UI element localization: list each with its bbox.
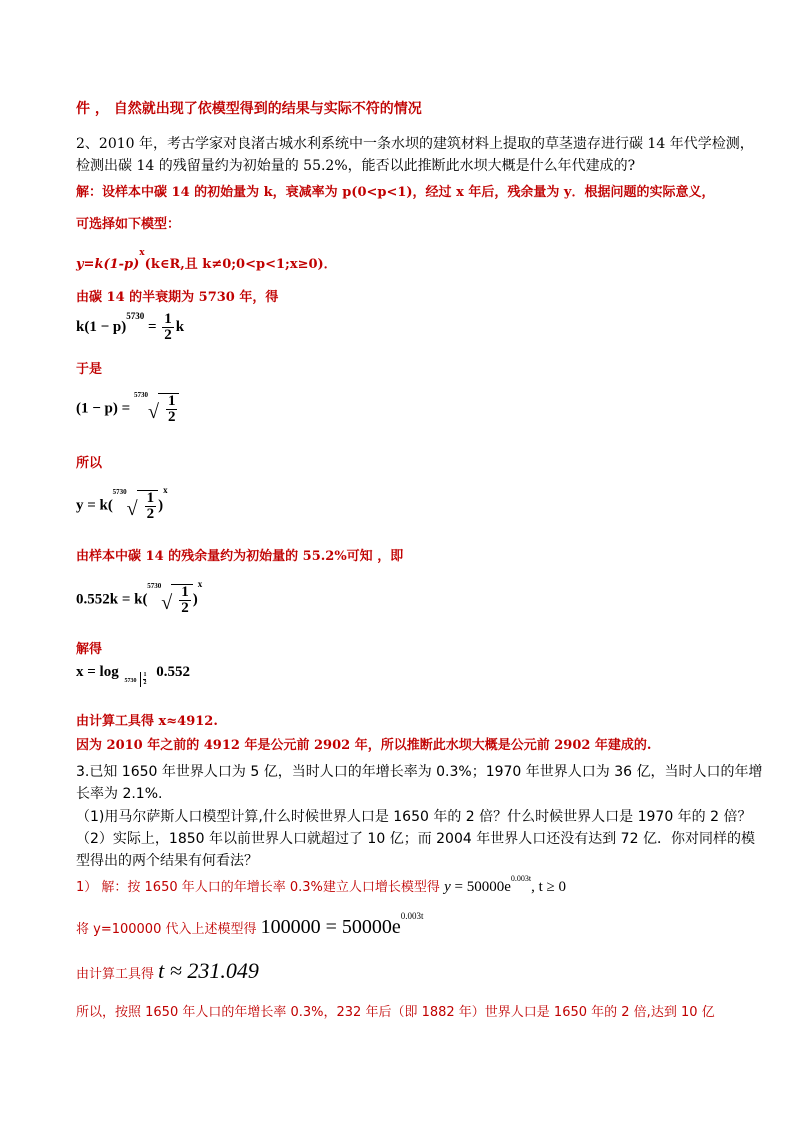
calc-line: 由计算工具得 x≈4912.	[76, 714, 218, 729]
equation-3	[76, 485, 168, 522]
eq1-left: k(1 − p)	[76, 318, 127, 335]
solution3-line2	[76, 911, 424, 939]
root-sign-4: √	[161, 592, 173, 614]
eq4-right: )	[192, 591, 198, 608]
solution3-text3: 由计算工具得	[76, 967, 155, 982]
model1-expr: $y = 50000e^{0.003t}$, t ≥ 0	[444, 874, 566, 895]
root4-den: 2	[181, 600, 189, 616]
fraction-half	[162, 312, 174, 343]
solution-line1: 解：设样本中碳 14 的初始量为 k，衰减率为 p(0<p<1)，经过 x 年后，残余量为 y．根据问题的实际意义，	[76, 185, 715, 200]
radical-3	[112, 488, 159, 522]
equation-1	[76, 312, 184, 343]
root-sign: √	[147, 401, 159, 423]
problem2-line1: 2、2010 年，考古学家对良渚古城水利系统中一条水坝的建筑材料上提取的草茎遗存进行碳 14 年代学检测，	[76, 136, 754, 152]
sample-line: 由样本中碳 14 的残余量约为初始量的 55.2%可知 ，即	[76, 549, 404, 564]
intro-line: 件 ， 自然就出现了依模型得到的结果与实际不符的情况	[76, 101, 422, 117]
solution-line2: 可选择如下模型：	[76, 217, 181, 232]
eq4-left: 0.552k = k(	[76, 591, 148, 608]
eq3-left: y = k(	[76, 497, 113, 514]
root-num: 1	[167, 393, 176, 409]
root-index-4: 5730	[147, 582, 162, 590]
problem3-line2: 长率为 2.1%.	[76, 786, 163, 802]
solution3-line1	[76, 876, 566, 896]
log-base-frac: 1 2	[140, 672, 146, 687]
radical-4	[147, 582, 193, 616]
equation-4	[76, 579, 203, 616]
fraction-den: 2	[164, 327, 172, 343]
eq-big: $100000 = 50000e^{0.003t}$	[260, 911, 424, 938]
root4-num: 1	[181, 584, 189, 600]
solution3-line4: 所以，按照 1650 年人口的年增长率 0.3%，232 年后（即 1882 年）世界人口是 1650 年的 2 倍,达到 10 亿	[76, 1005, 715, 1020]
eq3-exp: x	[163, 485, 168, 496]
problem3-line3: （1)用马尔萨斯人口模型计算,什么时候世界人口是 1650 年的 2 倍？什么时候世界人口是 1970 年的 2 倍？	[76, 809, 752, 825]
root-index-3: 5730	[112, 488, 127, 496]
problem3-line4: （2）实际上，1850 年以前世界人口就超过了 10 亿；而 2004 年世界人口还没有达到 72 亿．你对同样的模	[76, 831, 755, 847]
conclusion-line: 因为 2010 年之前的 4912 年是公元前 2902 年，所以推断此水坝大概是公元前 2902 年建成的.	[76, 738, 652, 753]
problem2-line2: 检测出碳 14 的残留量约为初始量的 55.2%，能否以此推断此水坝大概是什么年代建成的?	[76, 158, 636, 174]
eq1-exp: 5730	[126, 310, 145, 321]
eq3-right: )	[158, 497, 164, 514]
eq5-left: x = log	[76, 664, 119, 680]
eq1-equals: =	[147, 318, 157, 335]
radical	[133, 391, 180, 425]
root3-den: 2	[146, 506, 155, 522]
solution3-line3	[76, 958, 259, 984]
root-sign-3: √	[126, 498, 138, 520]
halflife-line: 由碳 14 的半衰期为 5730 年，得	[76, 290, 279, 305]
fraction-num: 1	[164, 311, 172, 327]
root-index: 5730	[133, 391, 148, 399]
model-equation	[76, 247, 337, 272]
problem3-line5: 型得出的两个结果有何看法？	[76, 853, 258, 869]
model-cond: (k∈R,且 k≠0;0<p<1;x≥0)．	[144, 257, 337, 272]
equation-5	[76, 664, 190, 690]
solution3-text1: 1） 解：按 1650 年人口的年增长率 0.3%建立人口增长模型得	[76, 880, 440, 895]
log-base-index: 5730	[124, 678, 137, 684]
t-result: t ≈ 231.049	[158, 958, 259, 983]
root-den: 2	[167, 409, 176, 425]
eq4-exp: x	[197, 579, 203, 590]
model-exp: x	[139, 247, 145, 258]
log-base	[122, 670, 152, 690]
solution3-text2: 将 y=100000 代入上述模型得	[76, 922, 257, 937]
yushi-line: 于是	[76, 362, 103, 377]
jiede-line: 解得	[76, 642, 103, 657]
model-expr: y=k(1-p)	[76, 257, 140, 272]
eq1-k: k	[175, 318, 185, 335]
root3-num: 1	[146, 490, 155, 506]
suoyi-line: 所以	[76, 456, 103, 471]
equation-2	[76, 393, 179, 425]
eq5-right: 0.552	[156, 664, 190, 680]
eq2-left: (1 − p) =	[76, 400, 131, 417]
problem3-line1: 3.已知 1650 年世界人口为 5 亿，当时人口的年增长率为 0.3%；1970 年世界人口为 36 亿，当时人口的年增	[76, 764, 763, 780]
